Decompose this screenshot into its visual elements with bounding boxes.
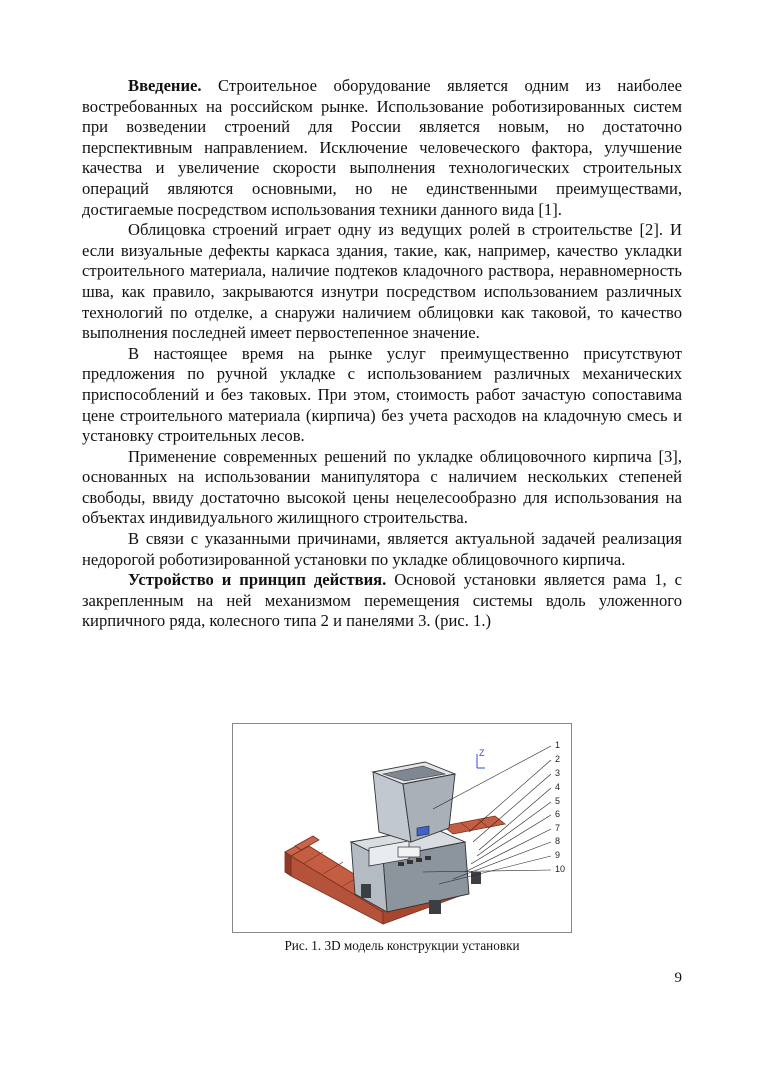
figure-3d-model bbox=[232, 723, 572, 933]
modern-text: Применение современных решений по укладке облицовочного кирпича [3], основанных на использовании манипулятора с наличием нескольких степеней свободы, ввиду достаточно высокой цены нецелесообразно для использования на объектах индивидуального жилищного строительства. bbox=[82, 446, 682, 528]
legend-item: 2 bbox=[555, 754, 561, 764]
legend-item: 5 bbox=[555, 796, 561, 806]
intro-heading: Введение. bbox=[128, 76, 202, 95]
paragraph-market bbox=[82, 344, 682, 447]
legend-item: 10 bbox=[555, 864, 566, 874]
cladding-text: Облицовка строений играет одну из ведущих ролей в строительстве [2]. И если визуальные дефекты каркаса здания, такие, как, например, качество укладки строительного материала, наличие подтеков кладочного раствора, неравномерность шва, как правило, закрываются изнутри посредством использованием различных технологий по отделке, а снаружи наличием облицовки как таковой, то качество выполнения последней имеет первостепенное значение. bbox=[82, 220, 682, 343]
blue-detail bbox=[417, 826, 429, 836]
legend-item: 8 bbox=[555, 836, 561, 846]
axis-label: Z bbox=[479, 748, 485, 758]
legend-item: 4 bbox=[555, 782, 561, 792]
market-text: В настоящее время на рынке услуг преимущественно присутствуют предложения по ручной укладке с использованием различных механических приспособлений и без таковых. При этом, стоимость работ зачастую сопоставима цене строительного материала (кирпича) без учета расходов на кладочную смесь и установку строительных лесов. bbox=[82, 343, 682, 446]
intro-text: Строительное оборудование является одним из наиболее востребованных на российском рынке. Использование роботизированных систем при возведении строений для России является новым, но достаточно перспективным направлением. Исключение человеческого фактора, улучшение качества и увеличение скорости выполнения технологических строительных операций являются основными, но не единственными преимуществами, достигаемые посредством использования техники данного вида [1]. bbox=[82, 76, 682, 219]
figure-caption: Рис. 1. 3D модель конструкции установки bbox=[284, 938, 520, 953]
paragraph-cladding bbox=[82, 220, 682, 344]
legend-item: 9 bbox=[555, 850, 561, 860]
legend-item: 6 bbox=[555, 809, 561, 819]
device-heading: Устройство и принцип действия. bbox=[128, 570, 387, 590]
legend-item: 3 bbox=[555, 768, 561, 778]
legend-item: 7 bbox=[555, 823, 561, 833]
paragraph-task bbox=[82, 529, 682, 570]
axis-indicator bbox=[477, 748, 485, 768]
hopper bbox=[373, 762, 455, 842]
device-text: Основой установки является рама 1, с закрепленным на ней механизмом перемещения системы вдоль уложенного кирпичного ряда, колесного типа 2 и панелями 3. (рис. 1.) bbox=[82, 570, 682, 631]
paragraph-modern bbox=[82, 447, 682, 529]
task-text: В связи с указанными причинами, является актуальной задачей реализация недорогой роботизированной установки по укладке облицовочного кирпича. bbox=[82, 529, 682, 569]
body-text bbox=[82, 76, 682, 632]
legend-numbers bbox=[555, 740, 565, 874]
page-number: 9 bbox=[674, 970, 682, 986]
paragraph-intro bbox=[82, 76, 682, 220]
top-bricks bbox=[443, 816, 505, 834]
legend-item: 1 bbox=[555, 740, 561, 750]
paragraph-device bbox=[82, 570, 682, 632]
3d-model-illustration bbox=[233, 724, 573, 934]
